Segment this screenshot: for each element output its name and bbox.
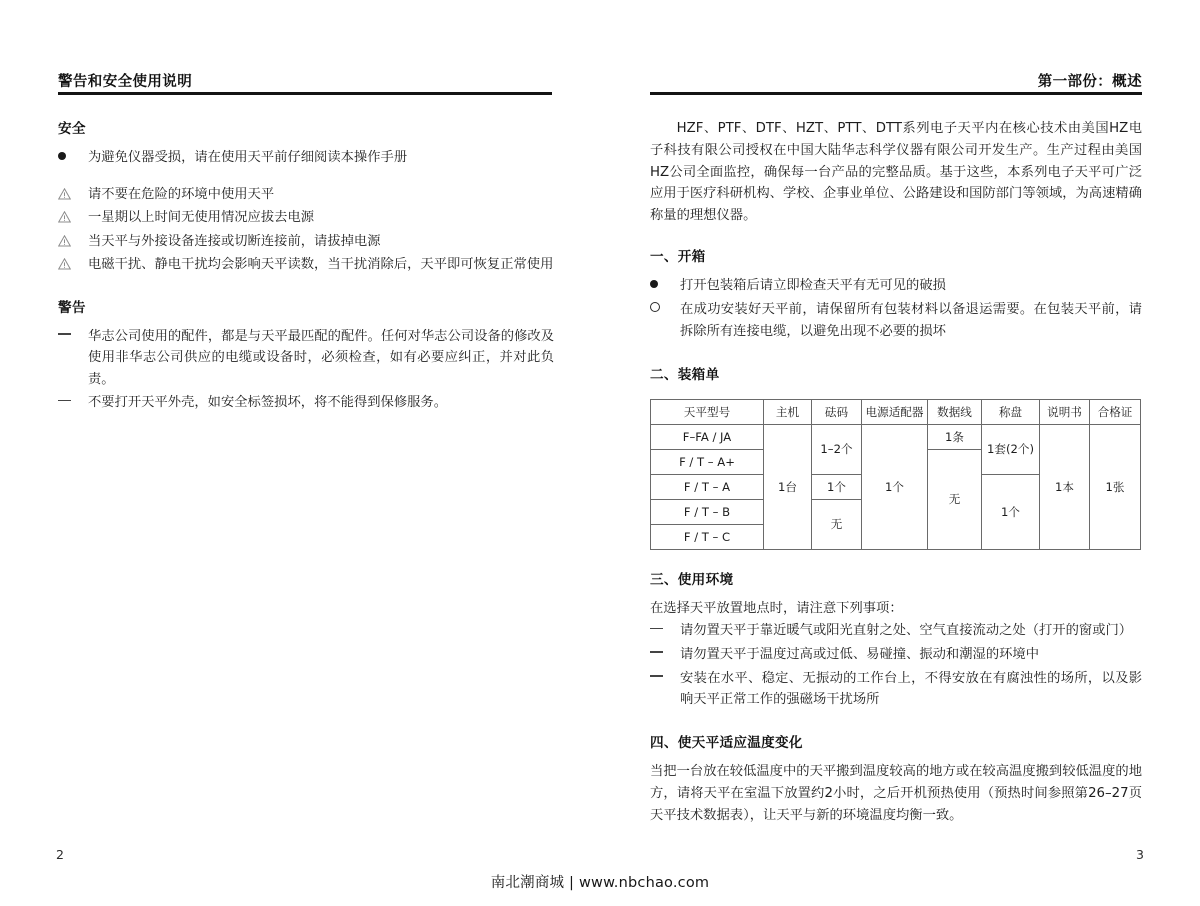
safety-heading: 安全 [58, 121, 86, 137]
environment-item-text: 安装在水平、稳定、无振动的工作台上，不得安放在有腐浊性的场所，以及影响天平正常工作的强磁场干扰场所 [680, 670, 1142, 708]
list-item [650, 275, 1142, 297]
right-page-body [650, 118, 1142, 827]
cell-adapter: 1个 [862, 424, 928, 549]
safety-list [58, 147, 554, 276]
safety-item-text: 一星期以上时间无使用情况应拔去电源 [88, 210, 315, 226]
column-header-model: 天平型号 [651, 399, 764, 424]
list-item [650, 299, 1142, 343]
left-header-rule [58, 92, 552, 95]
safety-item-text: 电磁干扰、静电干扰均会影响天平读数，当干扰消除后，天平即可恢复正常使用 [88, 257, 554, 273]
cell-certificate: 1张 [1090, 424, 1141, 549]
list-item [58, 147, 554, 169]
site-watermark: 南北潮商城 | www.nbchao.com [490, 875, 710, 891]
safety-item-text: 当天平与外接设备连接或切断连接前，请拔掉电源 [88, 233, 381, 249]
cell-weights: 1–2个 [812, 424, 862, 474]
environment-item-text: 请勿置天平于温度过高或过低、易碰撞、振动和潮湿的环境中 [680, 646, 1040, 662]
dash-bullet-icon [58, 392, 88, 414]
environment-lead-text: 在选择天平放置地点时，请注意下列事项： [650, 601, 903, 617]
list-item [58, 392, 554, 414]
cell-model: F–FA / JA [651, 424, 764, 449]
dash-bullet-icon [650, 620, 680, 642]
warning-item-text: 不要打开天平外壳，如安全标签损坏，将不能得到保修服务。 [88, 395, 448, 411]
disc-bullet-icon [650, 275, 680, 297]
cell-weights: 无 [812, 499, 862, 549]
environment-item-text: 请勿置天平于靠近暖气或阳光直射之处、空气直接流动之处（打开的窗或门） [680, 623, 1133, 639]
unbox-list [650, 275, 1142, 342]
intro-paragraph: HZF、PTF、DTF、HZT、PTT、DTT系列电子天平内在核心技术由美国HZ电子科技有限公司授权在中国大陆华志科学仪器有限公司开发生产。生产过程由美国HZ公司全面监控，确保每一台产品的完整品质。基于这些，本系列电子天平可广泛应用于医疗科研机构、学校、企事业单位、公路建设和国防部门等领域，为高速精确称量的理想仪器。 [650, 121, 1142, 224]
warning-item-text: 华志公司使用的配件，都是与天平最匹配的配件。任何对华志公司设备的修改及使用非华志公司供应的电缆或设备时，必须检查，如有必要应纠正，并对此负责。 [88, 328, 554, 387]
unbox-item-text: 打开包装箱后请立即检查天平有无可见的破损 [680, 278, 946, 294]
column-header-host: 主机 [764, 399, 812, 424]
cell-pan: 1套(2个) [982, 424, 1040, 474]
section-packing-heading: 二、装箱单 [650, 366, 720, 383]
warning-triangle-icon [58, 184, 88, 206]
list-item [58, 207, 554, 229]
cell-model: F / T – A [651, 474, 764, 499]
cell-model: F / T – A+ [651, 449, 764, 474]
column-header-manual: 说明书 [1040, 399, 1090, 424]
section-unbox-heading: 一、开箱 [650, 248, 706, 265]
left-page-body [58, 118, 554, 416]
warning-heading: 警告 [58, 299, 86, 316]
temperature-paragraph: 当把一台放在较低温度中的天平搬到温度较高的地方或在较高温度搬到较低温度的地方，请将天平在室温下放置约2小时，之后开机预热使用（预热时间参照第26–27页天平技术数据表），让天平与新的环境温度均衡一致。 [650, 764, 1142, 824]
list-item [58, 254, 554, 276]
column-header-cable: 数据线 [928, 399, 982, 424]
cell-host: 1台 [764, 424, 812, 549]
cell-model: F / T – C [651, 524, 764, 549]
unbox-item-text: 在成功安装好天平前，请保留所有包装材料以备退运需要。在包装天平前，请拆除所有连接电缆，以避免出现不必要的损坏 [680, 302, 1142, 339]
safety-item-text: 请不要在危险的环境中使用天平 [88, 186, 275, 202]
list-item [58, 231, 554, 253]
dash-bullet-icon [650, 644, 680, 666]
column-header-weights: 砝码 [812, 399, 862, 424]
table-row [651, 424, 1141, 449]
warning-triangle-icon [58, 254, 88, 276]
packing-list-table [650, 399, 1141, 550]
environment-list [650, 620, 1142, 711]
safety-item-text: 为避免仪器受损，请在使用天平前仔细阅读本操作手册 [88, 150, 408, 166]
list-item [650, 668, 1142, 712]
warning-triangle-icon [58, 207, 88, 229]
cell-cable: 1条 [928, 424, 982, 449]
cell-cable: 无 [928, 449, 982, 549]
cell-pan: 1个 [982, 474, 1040, 549]
dash-bullet-icon [58, 326, 88, 348]
warning-triangle-icon [58, 231, 88, 253]
right-running-head: 第一部份：概述 [1037, 74, 1142, 90]
column-header-adapter: 电源适配器 [862, 399, 928, 424]
list-item [58, 184, 554, 206]
column-header-certificate: 合格证 [1090, 399, 1141, 424]
cell-weights: 1个 [812, 474, 862, 499]
circle-bullet-icon [650, 299, 680, 321]
table-header-row [651, 399, 1141, 424]
cell-manual: 1本 [1040, 424, 1090, 549]
list-item [58, 326, 554, 391]
warning-list [58, 326, 554, 414]
page-number-left: 2 [56, 847, 64, 862]
section-environment-heading: 三、使用环境 [650, 571, 734, 588]
disc-bullet-icon [58, 147, 88, 169]
left-running-head: 警告和安全使用说明 [58, 74, 193, 90]
column-header-pan: 称盘 [982, 399, 1040, 424]
dash-bullet-icon [650, 668, 680, 690]
section-temperature-heading: 四、使天平适应温度变化 [650, 735, 803, 752]
page-number-right: 3 [1136, 847, 1144, 862]
right-header-rule [650, 92, 1142, 95]
cell-model: F / T – B [651, 499, 764, 524]
right-page [600, 0, 1200, 906]
list-item [650, 644, 1142, 666]
list-item [650, 620, 1142, 642]
